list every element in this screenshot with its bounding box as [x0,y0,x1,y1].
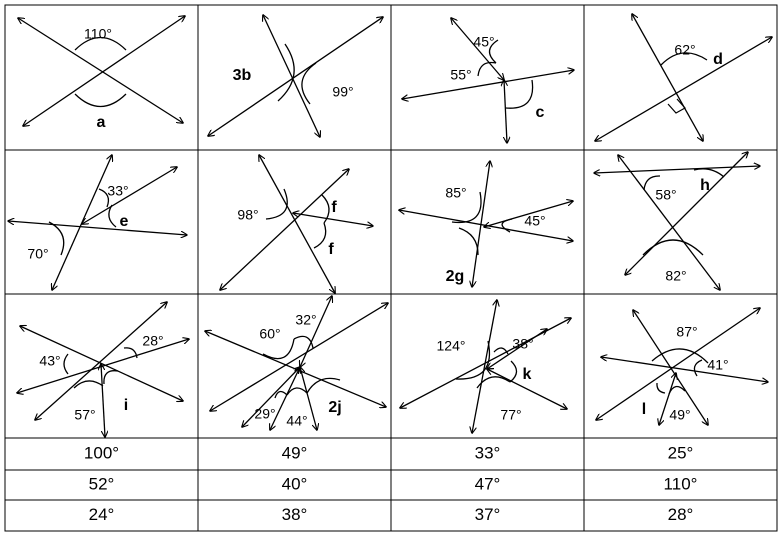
ray-line [300,296,332,367]
angle-arc [104,371,118,384]
answer-cell: 28° [667,504,694,524]
answer-cell: 37° [474,504,501,524]
variable-label: 2g [445,268,465,286]
variable-label: k [522,366,532,384]
angle-label: 87° [676,323,698,340]
angle-label: 85° [445,184,467,201]
ray-line [399,210,573,241]
angle-arc [643,240,703,255]
angle-arc [494,348,508,354]
angle-diagram-c [402,18,574,143]
angle-diagram-d [595,14,772,141]
answer-cell: 38° [281,504,308,524]
answer-cell: 52° [88,474,115,494]
angle-label: 43° [39,352,61,369]
angle-diagram-f [220,155,373,293]
angle-label: 99° [332,83,354,100]
angle-label: 41° [707,356,729,373]
angle-label: 77° [500,406,522,423]
ray-line [205,331,386,407]
ray-line [82,167,177,224]
angle-arc [694,169,724,177]
angle-arc [294,336,313,348]
angle-label: 29° [254,405,276,422]
angle-diagram-i [17,302,189,437]
angle-label: 45° [473,33,495,50]
ray-line [504,80,507,143]
variable-label: c [535,104,545,122]
angle-label: 124° [436,337,466,354]
angle-label: 38° [512,335,534,352]
angle-label: 60° [259,325,281,342]
angle-arc [75,94,126,107]
angle-label: 110° [84,25,112,42]
angle-arc [657,383,665,393]
ray-line [220,169,349,290]
angle-label: 55° [450,66,472,83]
angle-arc [64,354,68,374]
ray-line [601,357,768,382]
ray-line [259,155,335,293]
angle-label: 82° [665,267,687,284]
angle-diagram-2g [399,161,573,287]
variable-label: f [331,199,337,217]
angle-arc [478,62,496,76]
ray-line [52,155,112,290]
ray-line [472,300,497,433]
angle-diagram-l [596,308,768,425]
angle-diagram-e [8,155,187,290]
variable-label: i [123,397,129,415]
variable-label: e [119,213,129,231]
angle-arc [506,80,533,108]
answer-cell: 24° [88,504,115,524]
angle-arc [266,189,287,219]
ray-line [594,166,760,173]
angle-label: 49° [669,406,691,423]
angle-label: 58° [655,186,677,203]
answer-cell: 110° [663,474,698,494]
angle-diagram-k [400,300,571,433]
angle-label: 98° [237,206,259,223]
angle-diagram-a [18,16,185,131]
ray-line [101,364,105,437]
ray-line [8,221,187,235]
ray-line [263,15,320,137]
angle-label: 33° [107,182,129,199]
angle-puzzles [8,14,772,437]
angle-arc [510,361,517,382]
angle-diagram-h [594,152,760,290]
angle-label: 70° [27,245,49,262]
variable-label: 2j [328,399,342,417]
angle-label: 32° [295,311,317,328]
angle-label: 57° [74,406,96,423]
angle-label: 44° [286,412,308,429]
angle-arc [694,360,702,376]
angle-arc [109,205,116,227]
angle-label: 62° [674,41,696,58]
variable-label: 3b [232,67,252,85]
ray-line [402,70,574,99]
angle-arc [49,222,64,255]
ray-line [632,14,703,141]
angle-diagram-3b [208,15,383,137]
answer-cell: 40° [281,474,308,494]
right-angle-marker [668,99,685,113]
angle-arc [459,228,478,255]
answer-cell: 47° [474,474,501,494]
variable-label: h [700,177,710,195]
answer-cell: 33° [474,443,501,463]
angle-diagram-2j [205,296,388,430]
angle-arc [263,339,294,359]
angle-label: 45° [524,212,546,229]
angle-label: 28° [142,332,164,349]
answer-cell: 49° [281,443,308,463]
variable-label: a [96,114,106,132]
answer-cell: 100° [83,443,120,463]
variable-label: d [713,51,723,69]
angle-arc [302,63,316,104]
variable-label: l [641,401,647,419]
angle-arc [314,223,326,248]
variable-label: f [328,241,334,259]
answer-cell: 25° [667,443,694,463]
